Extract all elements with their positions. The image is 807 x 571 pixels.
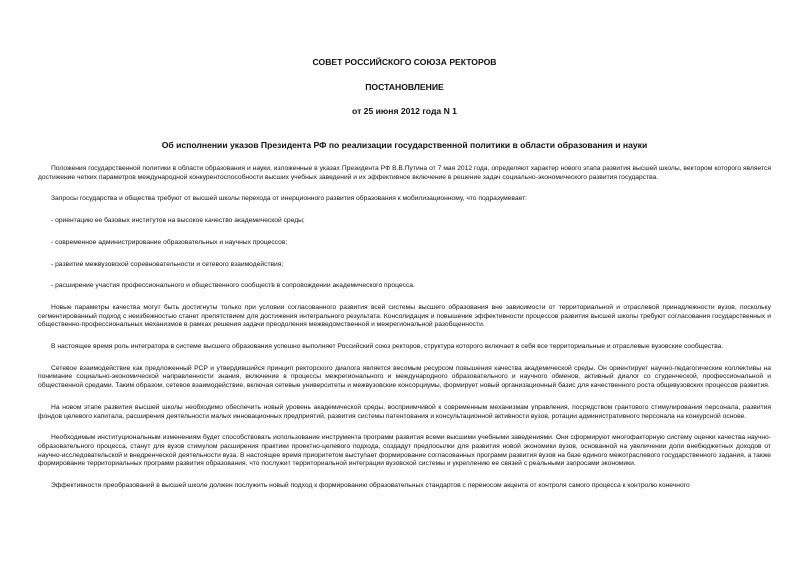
paragraph: В настоящее время роль интегратора в системе высшего образования успешно выполняет Российский союз ректоров, структура которого включает в себя все территориальные и отраслевые вузовские сообщества. [51, 343, 724, 351]
document-body [38, 165, 771, 491]
list-item: - расширение участия профессионального и общественного сообществ в сопровождении академического процесса. [51, 282, 415, 290]
list-item: - ориентацию ее базовых институтов на высокое качество академической среды; [51, 217, 305, 225]
paragraph: Сетевое взаимодействие как предложенный РСР и утвердившийся принцип ректорского диалога является весомым ресурсом повышения качества академической среды. Он ориентирует научно-педагогические коллективы на понимание социально-экономической направленности знания, включение в процессы межрегионального и международного образовательного и научного обменов, активный диалог со студенческой, профессиональной и общественной средами. Таким образом, сетевое взаимодействие, включая сетевые университеты и межвузовские консорциумы, формирует новый организационный базис для качественного роста общевузовских процессов развития. [38, 364, 771, 390]
paragraph: Положения государственной политики в области образования и науки, изложенные в указах Президента РФ В.В.Путина от 7 мая 2012 года, определяют характер нового этапа развития высшей школы, вектором которого является достижение четких параметров международной конкурентоспособности высших учебных заведений и их эффективное включение в решение задач социально-экономического развития государства. [38, 165, 771, 181]
list-item: - развитие межвузовской соревновательности и сетевого взаимодействия; [51, 260, 284, 268]
document-subject: Об исполнении указов Президента РФ по реализации государственной политики в области образования и науки [161, 140, 648, 150]
paragraph: Новые параметры качества могут быть достигнуты только при условии согласованного развития всей системы высшего образования вне зависимости от территориальной и отраслевой принадлежности вузов, поскольку сегментированный подход с неизбежностью станет препятствием для достижения интегрального результата. Консолидация и повышение эффективности процессов развития высшей школы требуют согласования государственных и общественно-профессиональных механизмов в рамках решения задачи преодоления межведомственной и межрегиональной разобщенности. [38, 303, 771, 329]
paragraph: На новом этапе развития высшей школы необходимо обеспечить новый уровень академической среды, восприимчивой к современным механизмам управления, посредством грантового стимулирования персонала, развития фондов целевого капитала, расширения деятельности малых инновационных предприятий, развития системы патентования и консультационной активности вузов, ротации административного персонала на конкурсной основе. [38, 403, 771, 420]
paragraph: Запросы государства и общества требуют от высшей школы перехода от инерционного развития образования к мобилизационному, что подразумевает: [51, 195, 528, 203]
paragraph: Необходимым институциональным изменениям будет способствовать использование инструмента программ развития всеми высшими учебными заведениями. Они сформируют многофакторную систему оценки качества научно-образовательного процесса, станут для вузов стимулом расширения практики проектно-целевого подхода, создадут предпосылки для развития новой экономики вузов, основанной на увеличении доли внебюджетных доходов от научно-исследовательской и внедренческой деятельности вуза. В настоящее время приоритетом выступает формирование согласованных программ развития вузов на базе единого межотраслевого государственного задания, а также формирование территориальных программ развития образования, что послужит территориальной интеграции вузовской системы и укреплению ее связей с реальными запросами экономики. [38, 434, 772, 468]
document-date: от 25 июня 2012 года N 1 [352, 106, 457, 116]
paragraph: Эффективности преобразований в высшей школе должен послужить новый подход к формированию образовательных стандартов с переносом акцента от контроля самого процесса к контролю конечного [51, 482, 690, 490]
document-type: ПОСТАНОВЛЕНИЕ [365, 82, 444, 92]
organization-title: СОВЕТ РОССИЙСКОГО СОЮЗА РЕКТОРОВ [312, 57, 497, 67]
list-item: - современное администрирование образовательных и научных процессов; [51, 238, 288, 246]
